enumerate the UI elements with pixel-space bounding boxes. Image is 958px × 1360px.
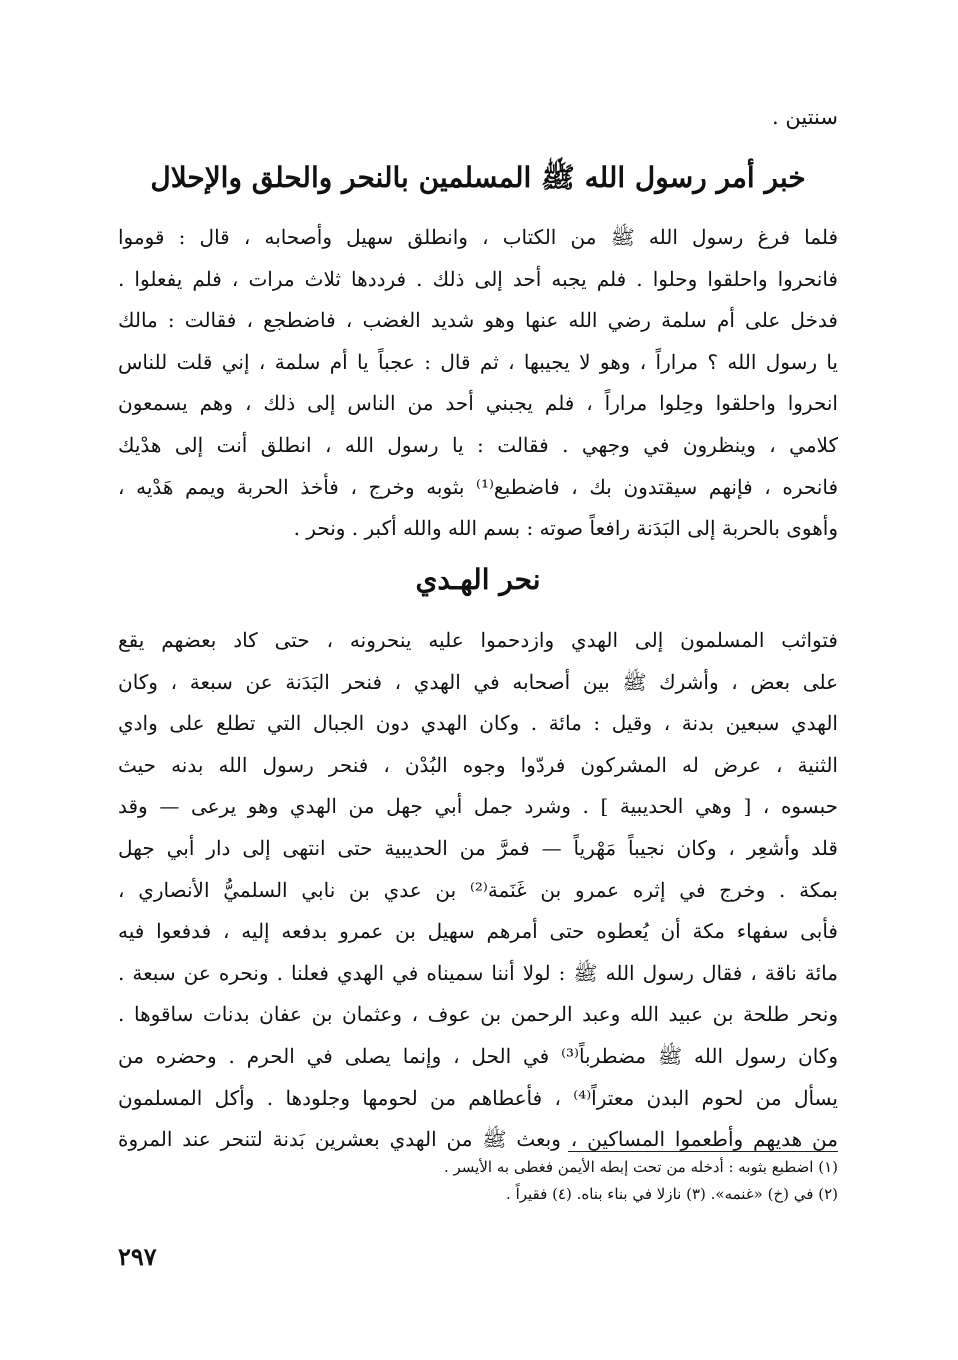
text-line: بمكة . وخرج في إثره عمرو بن غَنَمة⁽²⁾ بن عدي بن نابي السلميُّ الأنصاري ، [118,877,838,902]
text-line: مائة ناقة ، فقال رسول الله ﷺ : لولا أننا سميناه في الهدي فعلنا . ونحره عن سبعة . [118,960,838,985]
text-line: كلامي ، وينظرون في وجهي . فقالت : يا رسول الله ، انطلق أنت إلى هدْيك [118,432,838,457]
text-line: يا رسول الله ؟ مراراً ، وهو لا يجيبها ، ثم قال : عجباً يا أم سلمة ، إني قلت للناس [118,349,838,374]
text-line: من هديهم وأطعموا المساكين ، وبعث ﷺ من الهدي بعشرين بَدنة لتنحر عند المروة [118,1127,838,1152]
text-line: ونحر طلحة بن عبيد الله وعبد الرحمن بن عوف ، وعثمان بن عفان بدنات ساقوها . [118,1002,838,1027]
section2-paragraph [118,620,838,1161]
footnote-1: (١) اضطبع بثوبه : أدخله من تحت إبطه الأيمن فغطى به الأيسر . [443,1158,838,1176]
text-line: فأبى سفهاء مكة أن يُعطوه حتى أمرهم سهيل بن عمرو بدفعه إليه ، فدفعوا فيه [118,919,838,944]
text-line: قلد وأشعِر ، وكان نجيباً مَهْرياً — فمرَّ من الحديبية حتى انتهى إلى دار أبي جهل [118,835,838,860]
text-line: الثنية ، عرض له المشركون فردّوا وجوه البُدْن ، فنحر رسول الله بدنه حيث [118,752,838,777]
text-line: فانحروا واحلقوا وحلوا . فلم يجبه أحد إلى ذلك . فرددها ثلاث مرات ، فلم يفعلوا . [118,266,838,291]
text-line: انحروا واحلقوا وحِلوا مراراً ، فلم يجبني أحد من الناس إلى ذلك ، وهم يسمعون [118,391,838,416]
text-line: على بعض ، وأشرك ﷺ بين أصحابه في الهدي ، فنحر البَدَنة عن سبعة ، وكان [118,669,838,694]
carry-over-text: سنتين . [772,105,838,129]
page-number: ٢٩٧ [118,1242,157,1271]
text-line: فانحره ، فإنهم سيقتدون بك ، فاضطبع⁽¹⁾ بثوبه وخرج ، فأخذ الحربة ويمم هَدْيه ، [118,474,838,499]
footnotes [118,1154,838,1208]
section-heading-sacrificial-animals: نحر الهـدي [415,563,541,596]
footnote-2-4: (٢) في (خ) «غنمه». (٣) نازلا في بناء بناه. (٤) فقيراً . [506,1185,838,1203]
text-line: فدخل على أم سلمة رضي الله عنها وهو شديد الغضب ، فاضطجع ، فقالت : مالك [118,308,838,333]
section-heading-sacrifice-command: خبر أمر رسول الله ﷺ المسلمين بالنحر والحلق والإحلال [150,161,806,194]
text-line: الهدي سبعين بدنة ، وقيل : مائة . وكان الهدي دون الجبال التي تطلع على وادي [118,711,838,736]
text-line: وأهوى بالحربة إلى البَدَنة رافعاً صوته : بسم الله والله أكبر . ونحر . [293,516,838,541]
text-line: حبسوه ، [ وهي الحديبية ] . وشرد جمل أبي جهل من الهدي وهو يرعى — وقد [118,794,838,819]
footnote-separator [568,1151,838,1152]
text-line: يسأل من لحوم البدن معتراً⁽⁴⁾ ، فأعطاهم من لحومها وجلودها . وأكل المسلمون [118,1085,838,1110]
text-line: فتواثب المسلمون إلى الهدي وازدحموا عليه ينحرونه ، حتى كاد بعضهم يقع [118,628,838,652]
text-line: وكان رسول الله ﷺ مضطرباً⁽³⁾ في الحل ، وإنما يصلى في الحرم . وحضره من [118,1043,838,1068]
section1-paragraph [118,217,838,550]
text-line: فلما فرغ رسول الله ﷺ من الكتاب ، وانطلق سهيل وأصحابه ، قال : قوموا [118,225,838,249]
